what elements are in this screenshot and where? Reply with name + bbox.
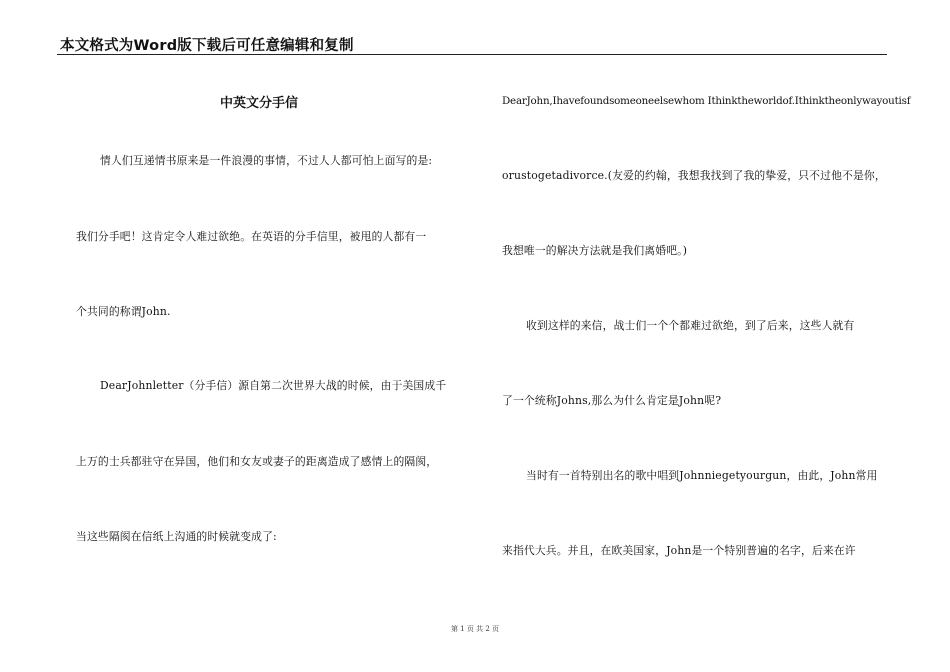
left-paragraph-line: 情人们互递情书原来是一件浪漫的事情，不过人人都可怕上面写的是: [100,154,433,167]
header-divider [57,54,887,55]
left-paragraph-line: DearJohnletter（分手信）源自第二次世界大战的时候，由于美国成千 [100,379,447,392]
right-paragraph-line: 当时有一首特别出名的歌中唱到Johnniegetyourgun，由此，John常用 [526,469,878,482]
document-banner: 本文格式为Word版下载后可任意编辑和复制 [60,38,354,54]
right-paragraph-line: orustogetadivorce.(友爱的约翰，我想我找到了我的挚爱，只不过他不是你， [502,169,886,182]
left-paragraph-line: 当这些隔阂在信纸上沟通的时候就变成了: [76,530,277,543]
right-paragraph-line: DearJohn,Ihavefoundsomeoneelsewhom Ithinktheworldof.Ithinktheonlywayoutisf [502,95,911,107]
page-number: 第 1 页 共 2 页 [450,625,500,633]
left-paragraph-line: 上万的士兵都驻守在异国，他们和女友或妻子的距离造成了感情上的隔阂， [76,455,438,468]
left-paragraph-line: 个共同的称谓John. [76,305,171,318]
left-paragraph-line: 我们分手吧！这肯定令人难过欲绝。在英语的分手信里，被甩的人都有一 [76,230,427,243]
right-paragraph-line: 了一个统称Johns,那么为什么肯定是John呢? [502,394,722,407]
right-paragraph-line: 收到这样的来信，战士们一个个都难过欲绝，到了后来，这些人就有 [526,319,855,332]
document-title: 中英文分手信 [220,96,299,111]
right-paragraph-line: 我想唯一的解决方法就是我们离婚吧。) [502,244,688,257]
right-paragraph-line: 来指代大兵。并且，在欧美国家，John是一个特别普遍的名字，后来在许 [502,544,856,557]
